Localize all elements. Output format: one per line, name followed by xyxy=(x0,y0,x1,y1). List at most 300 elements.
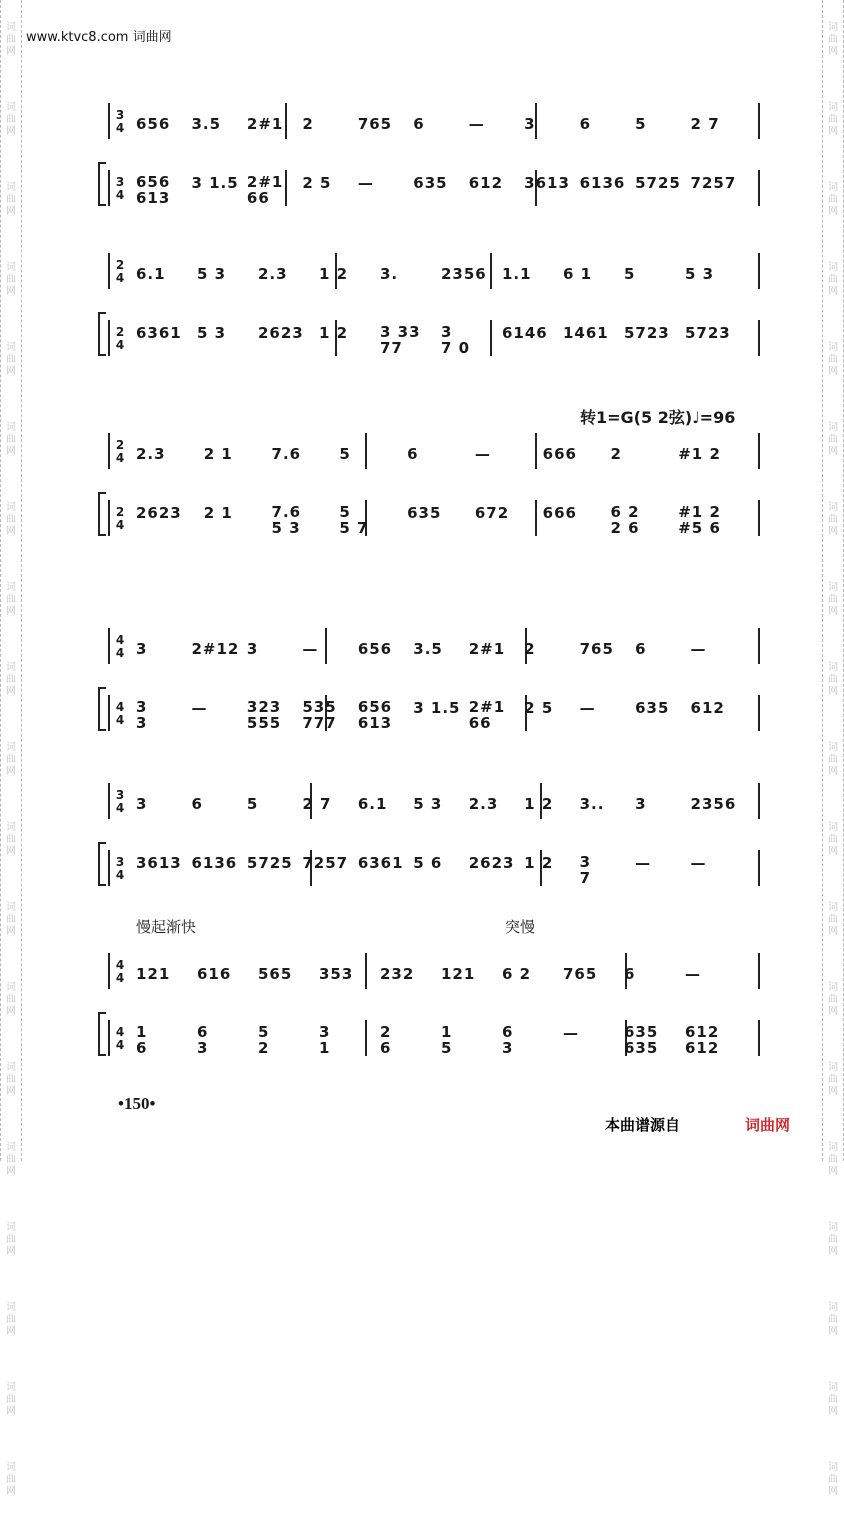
watermark-char: 词 xyxy=(828,982,838,993)
lower-note-group: — xyxy=(690,854,707,872)
barline xyxy=(758,170,760,206)
lower-note-group: — xyxy=(579,699,596,717)
watermark-char: 曲 xyxy=(6,834,16,845)
barline xyxy=(285,103,287,139)
time-signature: 2 4 xyxy=(115,258,125,285)
lower-note-group: 6 3 xyxy=(502,1023,514,1057)
upper-note-group: 765 xyxy=(563,965,598,983)
lower-note-group: 7257 xyxy=(302,854,349,872)
lower-note-group: 612 xyxy=(690,699,725,717)
upper-note-group: 616 xyxy=(197,965,232,983)
upper-note-group: 765 xyxy=(579,640,614,658)
lower-note-group: 612 xyxy=(468,174,504,192)
watermark-char: 词 xyxy=(6,742,16,753)
watermark-char: 词 xyxy=(828,102,838,113)
upper-note-group: 3. xyxy=(380,265,399,283)
watermark-char: 曲 xyxy=(6,1394,16,1405)
site-logo[interactable]: 词曲网 xyxy=(745,1116,791,1134)
lower-note-group: 3613 xyxy=(524,174,570,192)
upper-note-group: 1.1 xyxy=(502,265,532,283)
lower-note-group: 1 6 xyxy=(136,1023,148,1057)
lower-note-group: 535 777 xyxy=(302,698,337,732)
upper-note-group: 5 3 xyxy=(197,265,227,283)
upper-note-group: 1 2 xyxy=(319,265,349,283)
upper-note-group: 6.1 xyxy=(136,265,166,283)
watermark-repeat xyxy=(828,800,838,880)
watermark-char: 网 xyxy=(6,1246,16,1257)
watermark-repeat xyxy=(828,560,838,640)
system-brace xyxy=(98,687,106,731)
watermark-repeat xyxy=(828,80,838,160)
upper-note-group: 2 xyxy=(302,115,314,133)
watermark-repeat xyxy=(6,400,16,480)
watermark-char: 词 xyxy=(828,342,838,353)
upper-note-group: 3 xyxy=(136,640,148,658)
watermark-char: 网 xyxy=(828,126,838,137)
barline xyxy=(758,850,760,886)
watermark-repeat xyxy=(828,240,838,320)
lower-note-group: 323 555 xyxy=(246,698,282,732)
watermark-repeat xyxy=(6,240,16,320)
watermark-repeat xyxy=(828,1360,838,1440)
lower-note-group: 635 xyxy=(413,174,448,192)
lower-note-group: 5723 xyxy=(685,324,731,342)
barline xyxy=(365,1020,367,1056)
lower-note-group: 656 613 xyxy=(357,698,393,732)
watermark-char: 词 xyxy=(6,1142,16,1153)
watermark-char: 网 xyxy=(6,606,16,617)
watermark-char: 词 xyxy=(6,982,16,993)
watermark-char: 曲 xyxy=(6,1074,16,1085)
lower-note-group: 3 7 xyxy=(579,853,592,887)
barline xyxy=(325,628,327,664)
barline xyxy=(535,433,537,469)
lower-note-group: 6146 xyxy=(502,324,548,342)
watermark-repeat xyxy=(828,1120,838,1200)
lower-note-group: 3 7 0 xyxy=(441,323,471,357)
lower-note-group: 6 3 xyxy=(197,1023,209,1057)
lower-note-group: 2623 xyxy=(468,854,515,872)
watermark-char: 曲 xyxy=(828,674,838,685)
barline xyxy=(108,500,110,536)
barline xyxy=(285,170,287,206)
watermark-char: 网 xyxy=(828,46,838,57)
time-signature: 3 4 xyxy=(115,175,125,202)
upper-note-group: 3 xyxy=(635,795,647,813)
watermark-char: 词 xyxy=(6,262,16,273)
watermark-char: 网 xyxy=(828,286,838,297)
watermark-char: 词 xyxy=(6,822,16,833)
watermark-char: 网 xyxy=(828,1086,838,1097)
watermark-char: 词 xyxy=(828,902,838,913)
barline xyxy=(758,1020,760,1056)
watermark-repeat xyxy=(828,1440,838,1520)
watermark-char: 词 xyxy=(6,1302,16,1313)
upper-note-group: 6 xyxy=(624,965,636,983)
watermark-char: 网 xyxy=(828,1246,838,1257)
barline xyxy=(758,500,760,536)
barline xyxy=(365,953,367,989)
lower-note-group: 3 1.5 xyxy=(413,699,461,717)
lower-note-group: 3613 xyxy=(136,854,182,872)
watermark-char: 词 xyxy=(828,1302,838,1313)
watermark-char: 网 xyxy=(6,1406,16,1417)
watermark-char: 曲 xyxy=(828,34,838,45)
watermark-repeat xyxy=(6,1360,16,1440)
watermark-char: 曲 xyxy=(6,434,16,445)
lower-note-group: 2623 xyxy=(136,504,182,522)
upper-note-group: 3.. xyxy=(579,795,605,813)
watermark-char: 词 xyxy=(828,262,838,273)
watermark-char: 网 xyxy=(6,766,16,777)
lower-note-group: 3 3 xyxy=(136,698,148,732)
watermark-repeat xyxy=(828,720,838,800)
upper-note-group: 5 3 xyxy=(685,265,715,283)
upper-note-group: — xyxy=(685,965,701,983)
watermark-char: 词 xyxy=(828,502,838,513)
watermark-char: 曲 xyxy=(6,1474,16,1485)
lower-note-group: 5725 xyxy=(635,174,681,192)
system-brace xyxy=(98,312,106,356)
upper-note-group: 2.3 xyxy=(136,445,166,463)
watermark-char: 词 xyxy=(828,582,838,593)
watermark-char: 网 xyxy=(6,926,16,937)
upper-note-group: 565 xyxy=(258,965,293,983)
upper-note-group: 6 2 xyxy=(502,965,532,983)
watermark-char: 曲 xyxy=(828,1314,838,1325)
upper-note-group: 6 xyxy=(579,115,592,133)
lower-note-group: 666 xyxy=(542,504,577,522)
watermark-char: 曲 xyxy=(828,514,838,525)
watermark-char: 词 xyxy=(6,902,16,913)
watermark-repeat xyxy=(6,480,16,560)
upper-note-group: 6 1 xyxy=(563,265,593,283)
upper-note-group: 5 3 xyxy=(413,795,443,813)
upper-note-group: 2356 xyxy=(441,265,487,283)
lower-note-group: 656 613 xyxy=(136,173,171,207)
watermark-char: 网 xyxy=(6,1006,16,1017)
watermark-repeat xyxy=(6,560,16,640)
lower-note-group: 5 3 xyxy=(197,324,227,342)
watermark-repeat xyxy=(6,80,16,160)
watermark-repeat xyxy=(6,0,16,80)
lower-note-group: 3 1.5 xyxy=(191,174,239,192)
lower-note-group: 2 6 xyxy=(380,1023,392,1057)
watermark-char: 曲 xyxy=(828,594,838,605)
lower-note-group: #1 2 #5 6 xyxy=(678,503,721,537)
time-signature: 4 4 xyxy=(115,1025,125,1052)
upper-note-group: #1 2 xyxy=(678,445,721,463)
watermark-char: 词 xyxy=(828,662,838,673)
watermark-char: 曲 xyxy=(828,1234,838,1245)
gradual-accel-marking: 慢起渐快 xyxy=(136,918,197,936)
watermark-repeat xyxy=(828,400,838,480)
watermark-char: 词 xyxy=(6,1222,16,1233)
watermark-char: 网 xyxy=(6,1486,16,1497)
lower-note-group: — xyxy=(357,174,374,192)
watermark-char: 网 xyxy=(828,686,838,697)
time-signature: 3 4 xyxy=(115,788,125,815)
upper-note-group: 121 xyxy=(136,965,171,983)
page-number: •150• xyxy=(118,1094,156,1113)
time-signature: 3 4 xyxy=(115,855,125,882)
system-brace xyxy=(98,492,106,536)
upper-note-group: 6 xyxy=(413,115,425,133)
watermark-char: 词 xyxy=(6,1062,16,1073)
watermark-repeat xyxy=(828,160,838,240)
watermark-char: 网 xyxy=(6,686,16,697)
lower-note-group: — xyxy=(635,854,652,872)
lower-note-group: 7257 xyxy=(690,174,737,192)
upper-note-group: 2 xyxy=(524,640,536,658)
lower-note-group: 1 5 xyxy=(441,1023,453,1057)
system-brace xyxy=(98,162,106,206)
upper-note-group: 3 xyxy=(524,115,536,133)
lower-note-group: 2 1 xyxy=(203,504,233,522)
lower-note-group: — xyxy=(563,1024,579,1042)
time-signature: 4 4 xyxy=(115,958,125,985)
barline xyxy=(108,320,110,356)
watermark-repeat xyxy=(6,960,16,1040)
lower-note-group: 3 33 77 xyxy=(380,323,421,357)
barline xyxy=(758,253,760,289)
watermark-char: 曲 xyxy=(6,354,16,365)
watermark-char: 曲 xyxy=(6,994,16,1005)
lower-note-group: 5 6 xyxy=(413,854,443,872)
upper-note-group: 2 7 xyxy=(302,795,332,813)
upper-note-group: 2#12 xyxy=(191,640,240,658)
watermark-repeat xyxy=(828,1040,838,1120)
upper-note-group: 6.1 xyxy=(357,795,388,813)
lower-note-group: 6361 xyxy=(357,854,404,872)
watermark-char: 网 xyxy=(6,206,16,217)
watermark-repeat xyxy=(828,880,838,960)
lower-note-group: 2623 xyxy=(258,324,304,342)
watermark-repeat xyxy=(6,160,16,240)
left-watermark-strip xyxy=(0,0,22,1497)
lower-note-group: 672 xyxy=(474,504,510,522)
watermark-char: 词 xyxy=(6,182,16,193)
lower-note-group: 6361 xyxy=(136,324,182,342)
upper-note-group: — xyxy=(474,445,491,463)
watermark-char: 网 xyxy=(6,366,16,377)
time-signature: 2 4 xyxy=(115,505,125,532)
barline xyxy=(108,953,110,989)
watermark-char: 曲 xyxy=(828,914,838,925)
watermark-repeat xyxy=(6,1200,16,1280)
upper-note-group: 3 xyxy=(136,795,148,813)
watermark-char: 词 xyxy=(6,102,16,113)
barline xyxy=(108,253,110,289)
watermark-repeat xyxy=(828,0,838,80)
upper-note-group: 765 xyxy=(357,115,393,133)
watermark-char: 网 xyxy=(828,1406,838,1417)
upper-note-group: 656 xyxy=(136,115,171,133)
barline xyxy=(758,953,760,989)
barline xyxy=(108,103,110,139)
barline xyxy=(108,1020,110,1056)
barline xyxy=(758,628,760,664)
upper-note-group: 2 1 xyxy=(203,445,233,463)
watermark-char: 词 xyxy=(6,422,16,433)
upper-note-group: 353 xyxy=(319,965,354,983)
watermark-char: 网 xyxy=(828,1166,838,1177)
watermark-char: 曲 xyxy=(828,834,838,845)
watermark-char: 词 xyxy=(828,1382,838,1393)
watermark-char: 曲 xyxy=(6,1154,16,1165)
watermark-repeat xyxy=(828,1200,838,1280)
lower-note-group: 5 2 xyxy=(258,1023,270,1057)
watermark-char: 词 xyxy=(6,662,16,673)
lower-note-group: 2#1 66 xyxy=(246,173,284,207)
watermark-repeat xyxy=(828,320,838,400)
upper-note-group: 121 xyxy=(441,965,476,983)
lower-note-group: 6136 xyxy=(579,174,626,192)
watermark-char: 曲 xyxy=(828,1394,838,1405)
upper-note-group: — xyxy=(468,115,485,133)
watermark-char: 词 xyxy=(6,1382,16,1393)
watermark-char: 曲 xyxy=(6,754,16,765)
watermark-char: 网 xyxy=(6,526,16,537)
watermark-char: 网 xyxy=(6,1166,16,1177)
watermark-char: 词 xyxy=(6,342,16,353)
upper-note-group: 3 xyxy=(246,640,259,658)
watermark-char: 曲 xyxy=(6,34,16,45)
watermark-repeat xyxy=(6,720,16,800)
watermark-char: 网 xyxy=(6,286,16,297)
watermark-char: 词 xyxy=(828,22,838,33)
barline xyxy=(108,170,110,206)
watermark-char: 网 xyxy=(828,446,838,457)
watermark-char: 网 xyxy=(828,366,838,377)
upper-note-group: 5 xyxy=(339,445,351,463)
upper-note-group: 5 xyxy=(246,795,259,813)
barline xyxy=(490,253,492,289)
watermark-char: 词 xyxy=(6,582,16,593)
barline xyxy=(108,628,110,664)
upper-note-group: 6 xyxy=(407,445,419,463)
watermark-char: 网 xyxy=(828,206,838,217)
lower-note-group: 6136 xyxy=(191,854,238,872)
upper-note-group: 5 xyxy=(635,115,647,133)
site-url[interactable]: www.ktvc8.com 词曲网 xyxy=(26,30,172,45)
watermark-char: 词 xyxy=(6,1462,16,1473)
lower-note-group: 1 2 xyxy=(319,324,349,342)
watermark-char: 词 xyxy=(828,1222,838,1233)
upper-note-group: 2#1 xyxy=(246,115,284,133)
barline xyxy=(490,320,492,356)
watermark-char: 曲 xyxy=(828,1474,838,1485)
watermark-char: 曲 xyxy=(6,914,16,925)
lower-note-group: 2 5 xyxy=(302,174,332,192)
upper-note-group: 2 7 xyxy=(690,115,720,133)
upper-note-group: — xyxy=(302,640,319,658)
upper-note-group: 5 xyxy=(624,265,636,283)
right-watermark-strip xyxy=(822,0,844,1497)
barline xyxy=(108,783,110,819)
watermark-char: 网 xyxy=(828,1006,838,1017)
upper-note-group: 2 xyxy=(610,445,622,463)
watermark-repeat xyxy=(828,960,838,1040)
watermark-repeat xyxy=(6,320,16,400)
watermark-char: 曲 xyxy=(6,274,16,285)
lower-note-group: 6 2 2 6 xyxy=(610,503,640,537)
upper-note-group: 3.5 xyxy=(413,640,443,658)
watermark-char: 词 xyxy=(828,822,838,833)
barline xyxy=(108,850,110,886)
upper-note-group: 3.5 xyxy=(191,115,222,133)
lower-note-group: 635 xyxy=(407,504,442,522)
source-text: 本曲谱源自 xyxy=(605,1116,681,1134)
lower-note-group: 3 1 xyxy=(319,1023,331,1057)
barline xyxy=(108,695,110,731)
upper-note-group: 2.3 xyxy=(468,795,499,813)
sudden-slow-marking: 突慢 xyxy=(505,918,536,936)
watermark-char: 曲 xyxy=(6,194,16,205)
barline xyxy=(758,783,760,819)
upper-note-group: 2#1 xyxy=(468,640,506,658)
watermark-char: 曲 xyxy=(828,1154,838,1165)
watermark-char: 词 xyxy=(828,742,838,753)
upper-note-group: 6 xyxy=(191,795,203,813)
watermark-char: 曲 xyxy=(828,994,838,1005)
time-signature: 4 4 xyxy=(115,700,125,727)
watermark-char: 曲 xyxy=(6,1234,16,1245)
watermark-char: 词 xyxy=(6,22,16,33)
watermark-char: 词 xyxy=(828,182,838,193)
watermark-char: 词 xyxy=(828,422,838,433)
watermark-char: 词 xyxy=(828,1062,838,1073)
watermark-char: 网 xyxy=(6,1326,16,1337)
lower-note-group: 2 5 xyxy=(524,699,554,717)
watermark-repeat xyxy=(828,1280,838,1360)
watermark-repeat xyxy=(6,1120,16,1200)
lower-note-group: 612 612 xyxy=(685,1023,720,1057)
watermark-repeat xyxy=(6,880,16,960)
lower-note-group: 635 635 xyxy=(624,1023,659,1057)
lower-note-group: 7.6 5 3 xyxy=(271,503,302,537)
upper-note-group: 2356 xyxy=(690,795,737,813)
watermark-char: 曲 xyxy=(828,194,838,205)
watermark-char: 曲 xyxy=(6,594,16,605)
watermark-char: 网 xyxy=(6,46,16,57)
barline xyxy=(365,433,367,469)
watermark-char: 曲 xyxy=(828,1074,838,1085)
watermark-char: 网 xyxy=(828,606,838,617)
time-signature: 4 4 xyxy=(115,633,125,660)
watermark-char: 曲 xyxy=(6,514,16,525)
time-signature: 2 4 xyxy=(115,325,125,352)
lower-note-group: 5 5 7 xyxy=(339,503,369,537)
upper-note-group: 1 2 xyxy=(524,795,554,813)
watermark-repeat xyxy=(6,1280,16,1360)
watermark-char: 曲 xyxy=(828,274,838,285)
upper-note-group: 666 xyxy=(542,445,577,463)
system-brace xyxy=(98,842,106,886)
time-signature: 3 4 xyxy=(115,108,125,135)
watermark-char: 网 xyxy=(6,446,16,457)
upper-note-group: 656 xyxy=(357,640,393,658)
watermark-char: 词 xyxy=(828,1462,838,1473)
barline xyxy=(758,433,760,469)
watermark-char: 网 xyxy=(828,846,838,857)
barline xyxy=(758,103,760,139)
watermark-repeat xyxy=(6,800,16,880)
watermark-repeat xyxy=(6,1440,16,1520)
lower-note-group: 5723 xyxy=(624,324,670,342)
watermark-repeat xyxy=(828,640,838,720)
barline xyxy=(758,695,760,731)
